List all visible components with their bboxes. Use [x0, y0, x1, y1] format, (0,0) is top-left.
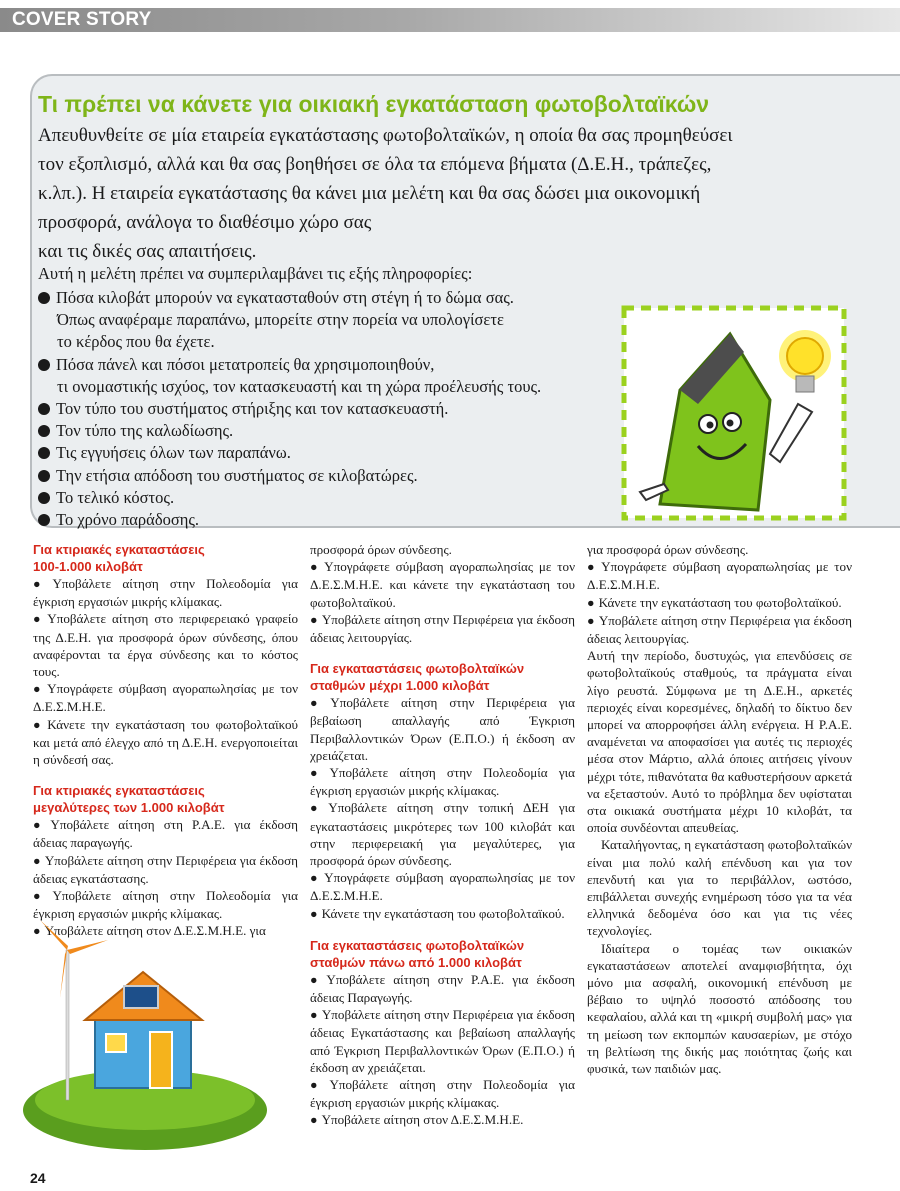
house-bulb-illustration [620, 304, 848, 522]
step-item: ● Υποβάλετε αίτηση στον Δ.Ε.Σ.Μ.Η.Ε. [310, 1111, 575, 1129]
box-bullet-item [38, 465, 541, 487]
page-number: 24 [30, 1170, 46, 1186]
box-bullet-item [38, 442, 541, 464]
section-header-bar [0, 8, 900, 32]
intro-line: τον εξοπλισμό, αλλά και θα σας βοηθήσει σε όλα τα επόμενα βήματα (Δ.Ε.Η., τράπεζες, [38, 154, 712, 175]
step-item: ● Υποβάλετε αίτηση στην Περιφέρεια για βεβαίωση απαλλαγής από Έγκριση Περιβαλλοντικών Όρων (Ε.Π.Ο.) ή έκδοση αν χρειάζεται. [310, 694, 575, 764]
body-paragraph: Ιδιαίτερα ο τομέας των οικιακών εγκαταστάσεων αποτελεί αναμφισβήτητα, όχι μόνο μια ασφαλή, οικονομική επένδυση με βέβαιο το υψηλό ποσοστό απόδοσης του κεφαλαίου, αλλά και τη «μικρή συμβολή μας» για τη μείωση των εκπομπών καυσαερίων, με στόχο τη βελτίωση της δικής μας ποιότητας ζωής και φυσικά, των παιδιών μας. [587, 940, 852, 1077]
box-bullet-continuation: το κέρδος που θα έχετε. [57, 332, 215, 352]
column-2 [310, 541, 575, 1130]
section-label: COVER STORY [12, 9, 152, 30]
bullet-text: Το χρόνο παράδοσης. [56, 510, 200, 530]
bullet-text: Το τελικό κόστος. [56, 487, 175, 507]
box-title: Τι πρέπει να κάνετε για οικιακή εγκατάσταση φωτοβολταϊκών [38, 91, 710, 117]
section-heading: Για εγκαταστάσεις φωτοβολταϊκών σταθμών πάνω από 1.000 κιλοβάτ [310, 937, 525, 970]
step-item: ● Υποβάλετε αίτηση στο περιφερειακό γραφείο της Δ.Ε.Η. για προσφορά όρων σύνδεσης, όπου αναφέρονται τα έργα σύνδεσης και το κόστος τους. [33, 610, 298, 680]
box-lead: Αυτή η μελέτη πρέπει να συμπεριλαμβάνει τις εξής πληροφορίες: [38, 264, 473, 283]
solar-house-illustration [20, 910, 270, 1150]
intro-line: Απευθυνθείτε σε μία εταιρεία εγκατάστασης φωτοβολταϊκών, η οποία θα σας προμηθεύσει [38, 125, 733, 146]
box-bullet-item [38, 509, 541, 531]
box-bullet-continuation: Όπως αναφέραμε παραπάνω, μπορείτε στην πορεία να υπολογίσετε [57, 310, 504, 330]
step-item: ● Κάνετε την εγκατάσταση του φωτοβολταϊκού. [587, 594, 852, 612]
step-item: ● Κάνετε την εγκατάσταση του φωτοβολταϊκού και μετά από έλεγχο από τη Δ.Ε.Η. ενεργοποιείται η σύνδεσή σας. [33, 716, 298, 769]
section-heading: Για εγκαταστάσεις φωτοβολταϊκών σταθμών μέχρι 1.000 κιλοβάτ [310, 661, 525, 694]
step-item: ● Υποβάλετε αίτηση στην Περιφέρεια για έκδοση άδειας λειτουργίας. [587, 612, 852, 647]
column-3 [587, 541, 852, 1077]
intro-line: προσφορά, ανάλογα το διαθέσιμο χώρο σας [38, 212, 372, 233]
bullet-dot-icon [38, 470, 50, 482]
step-item: ● Υποβάλετε αίτηση στη Ρ.Α.Ε. για έκδοση άδειας παραγωγής. [33, 816, 298, 851]
bullet-dot-icon [38, 447, 50, 459]
body-paragraph: Καταλήγοντας, η εγκατάσταση φωτοβολταϊκών είναι μια πολύ καλή επένδυση και για τον επενδυτή και για το περιβάλλον, ωστόσο, επιβάλλεται συνεχής ενημέρωση τόσο για τα νέα ελληνικά δεδομένα όσο και για τις νέες τεχνολογίες. [587, 837, 852, 939]
intro-line: και τις δικές σας απαιτήσεις. [38, 241, 257, 262]
step-item: ● Υποβάλετε αίτηση στην Περιφέρεια για έκδοση άδειας Εγκατάστασης και βεβαίωση απαλλαγής από Έγκριση Περιβαλλοντικών Όρων (Ε.Π.Ο.) ή έκδοση αν χρειάζεται. [310, 1006, 575, 1076]
step-item: ● Υπογράφετε σύμβαση αγοραπωλησίας με τον Δ.Ε.Σ.Μ.Η.Ε. [33, 680, 298, 715]
bullet-dot-icon [38, 403, 50, 415]
bullet-dot-icon [38, 492, 50, 504]
step-item: ● Υποβάλετε αίτηση στην τοπική ΔΕΗ για εγκαταστάσεις μικρότερες των 100 κιλοβάτ και στην περιφερειακή για μεγαλύτερες, για προσφορά όρων σύνδεσης. [310, 799, 575, 869]
step-item: ● Υπογράφετε σύμβαση αγοραπωλησίας με τον Δ.Ε.Σ.Μ.Η.Ε. και κάνετε την εγκατάσταση του φωτοβολταϊκού. [310, 558, 575, 611]
column-1 [33, 541, 298, 941]
box-bullet-continuation: τι ονομαστικής ισχύος, τον κατασκευαστή και τη χώρα προέλευσής τους. [57, 376, 542, 396]
step-item: ● Υποβάλετε αίτηση στην Περιφέρεια για έκδοση άδειας λειτουργίας. [310, 611, 575, 646]
body-paragraph: Αυτή την περίοδο, δυστυχώς, για επενδύσεις σε φωτοβολταϊκούς σταθμούς, τα πράγματα είναι λίγο ρευστά. Σύμφωνα με τη Δ.Ε.Η., αρκετές περιοχές είναι κορεσμένες, δηλαδή το δίκτυο δεν μπορεί να απορροφήσει άλλη ενέργεια. Η Ρ.Α.Ε. αναμένεται να αποφασίσει για αυτές τις περιοχές μέσα στον Μάρτιο, αλλά όποιες αιτήσεις γίνουν μέχρι τότε, πιθανότατα θα καθυστερήσουν αρκετά να εξεταστούν. Αυτό το πρόβλημα δεν υφίσταται στα οικιακά συστήματα μέχρι 10 κιλοβάτ, τα οποία συνδέονται απευθείας. [587, 648, 852, 836]
step-item: ● Υποβάλετε αίτηση στην Πολεοδομία για έγκριση εργασιών μικρής κλίμακας. [310, 1076, 575, 1111]
bullet-dot-icon [38, 514, 50, 526]
bullet-text: Την ετήσια απόδοση του συστήματος σε κιλοβατώρες. [56, 465, 418, 485]
box-bullet-item [38, 354, 541, 376]
step-item: ● Υποβάλετε αίτηση στην Ρ.Α.Ε. για έκδοση άδειας Παραγωγής. [310, 971, 575, 1006]
bullet-dot-icon [38, 425, 50, 437]
box-bullet-item [38, 420, 541, 442]
box-bullet-item [38, 487, 541, 509]
intro-line: κ.λπ.). Η εταιρεία εγκατάστασης θα κάνει μια μελέτη και θα σας δώσει μια οικονομική [38, 183, 701, 204]
step-item: ● Υποβάλετε αίτηση στην Περιφέρεια για έκδοση άδειας εγκατάστασης. [33, 852, 298, 887]
section-heading: Για κτιριακές εγκαταστάσεις 100-1.000 κιλοβάτ [33, 542, 205, 574]
bullet-text: Τον τύπο του συστήματος στήριξης και τον κατασκευαστή. [56, 399, 449, 419]
step-item: ● Υποβάλετε αίτηση στην Πολεοδομία για έγκριση εργασιών μικρής κλίμακας. [33, 887, 298, 922]
section-heading: Για κτιριακές εγκαταστάσεις μεγαλύτερες των 1.000 κιλοβάτ [33, 783, 225, 816]
box-bullet-item [38, 398, 541, 420]
box-bullet-item [38, 287, 541, 309]
continued-text: προσφορά όρων σύνδεσης. [310, 542, 452, 557]
step-item: ● Υποβάλετε αίτηση στον Δ.Ε.Σ.Μ.Η.Ε. για [33, 922, 298, 940]
bullet-dot-icon [38, 292, 50, 304]
step-item: ● Υπογράφετε σύμβαση αγοραπωλησίας με τον Δ.Ε.Σ.Μ.Η.Ε. [587, 558, 852, 593]
step-item: ● Υποβάλετε αίτηση στην Πολεοδομία για έγκριση εργασιών μικρής κλίμακας. [33, 575, 298, 610]
bullet-text: Τον τύπο της καλωδίωσης. [56, 421, 234, 441]
bullet-text: Πόσα πάνελ και πόσοι μετατροπείς θα χρησιμοποιηθούν, [56, 354, 435, 374]
box-intro [38, 121, 858, 266]
step-item: ● Κάνετε την εγκατάσταση του φωτοβολταϊκού. [310, 905, 575, 923]
bullet-text: Πόσα κιλοβάτ μπορούν να εγκατασταθούν στη στέγη ή το δώμα σας. [56, 288, 514, 307]
continued-text: για προσφορά όρων σύνδεσης. [587, 542, 749, 557]
step-item: ● Υπογράφετε σύμβαση αγοραπωλησίας με τον Δ.Ε.Σ.Μ.Η.Ε. [310, 869, 575, 904]
bullet-dot-icon [38, 359, 50, 371]
step-item: ● Υποβάλετε αίτηση στην Πολεοδομία για έγκριση εργασιών μικρής κλίμακας. [310, 764, 575, 799]
box-bullet-list [38, 287, 541, 531]
bullet-text: Τις εγγυήσεις όλων των παραπάνω. [56, 443, 291, 463]
